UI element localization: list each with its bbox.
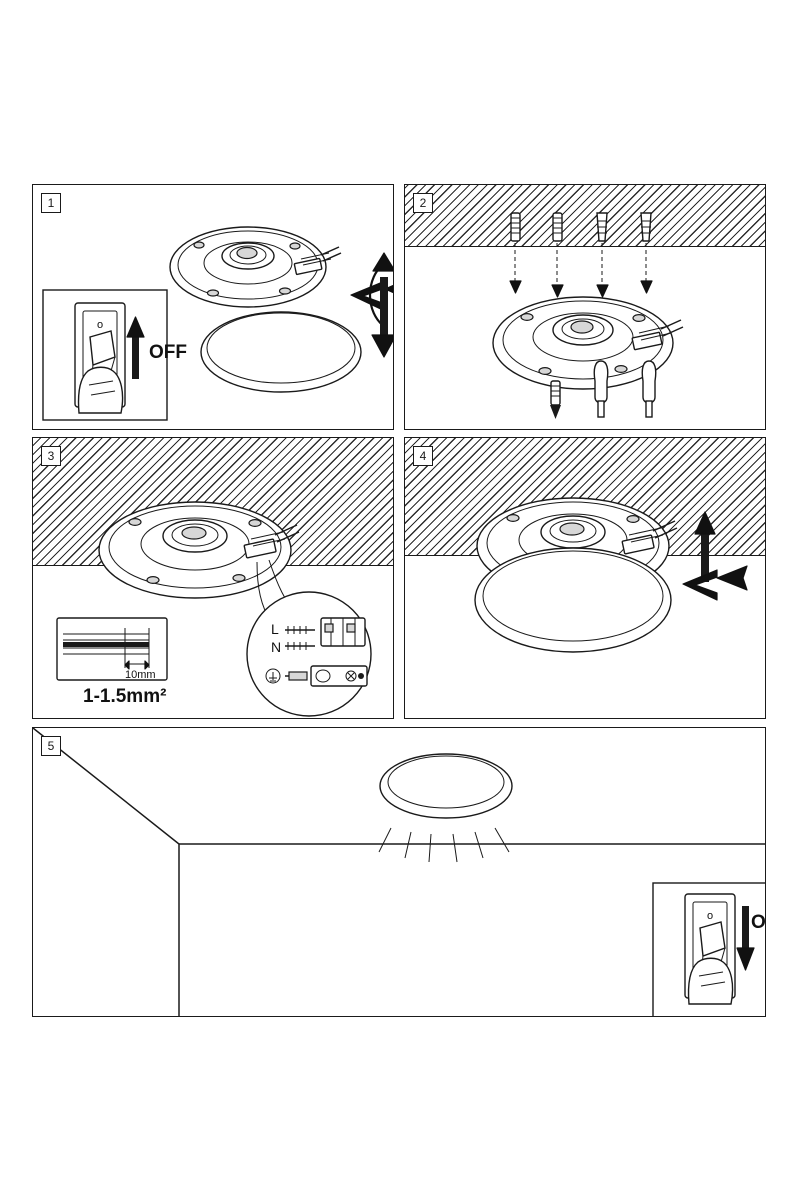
step-badge-4: 4 [413, 446, 433, 466]
svg-text:o: o [706, 910, 714, 922]
live-label: L [271, 621, 279, 637]
panel-step-4 [404, 437, 766, 719]
on-label: ON [751, 912, 780, 933]
neutral-label: N [271, 639, 282, 655]
hand-icon [688, 958, 732, 1004]
lamp-diffuser-icon [201, 312, 361, 392]
panel-step-3 [32, 437, 394, 719]
base-plate-icon [99, 502, 299, 598]
alignment-guides [515, 243, 646, 285]
step-badge-3: 3 [41, 446, 61, 466]
panel-step-2 [404, 184, 766, 430]
screw-icon [511, 213, 562, 241]
svg-text:o: o [96, 319, 104, 331]
wall-plug-icon [597, 213, 651, 241]
screw-insert-icon [550, 381, 561, 419]
step-badge-1: 1 [41, 193, 61, 213]
rotate-arrow-icon [683, 566, 747, 600]
strip-length-label: 10mm [125, 669, 156, 681]
off-label: OFF [149, 342, 187, 363]
diffuser-icon [475, 548, 671, 652]
step-badge-2: 2 [413, 193, 433, 213]
magnifier-detail-icon [247, 592, 371, 716]
step-badge-5: 5 [41, 736, 61, 756]
panel-step-1 [32, 184, 394, 430]
light-rays-icon [379, 828, 509, 862]
down-arrow-icon [510, 281, 652, 297]
hand-icon [78, 367, 122, 413]
installed-lamp-icon [380, 754, 512, 818]
cable-strip-icon [57, 618, 167, 681]
panel-step-5 [32, 727, 780, 1017]
cable-size-label: 1-1.5mm² [83, 686, 167, 707]
